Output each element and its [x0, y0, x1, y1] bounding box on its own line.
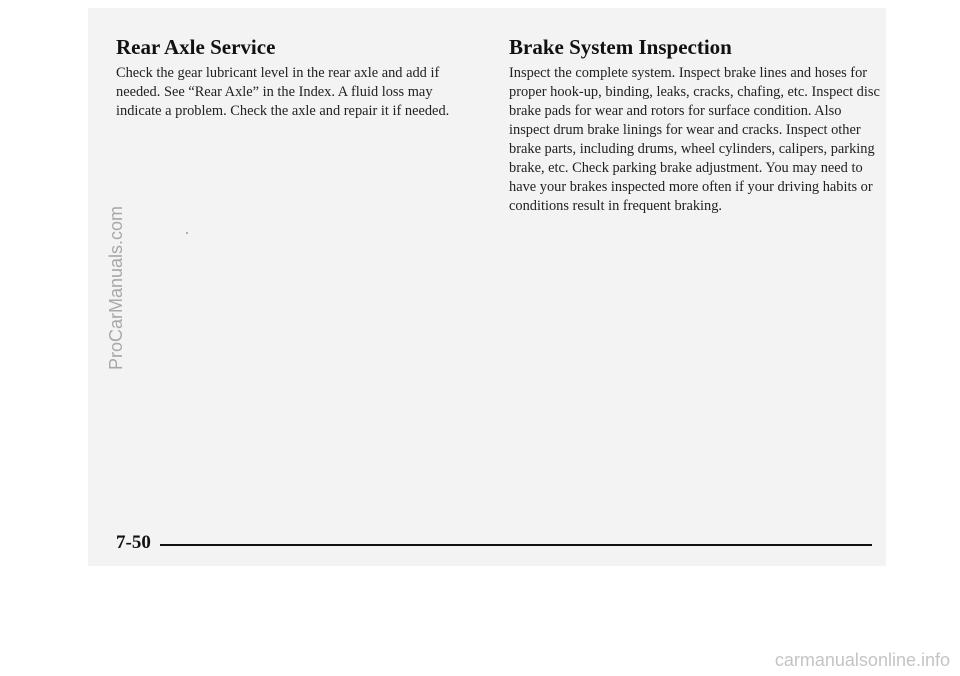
rear-axle-service-heading: Rear Axle Service — [116, 35, 276, 59]
footer-rule — [160, 544, 872, 546]
side-watermark: ProCarManuals.com — [106, 205, 126, 370]
rear-axle-service-text: Check the gear lubricant level in the rear axle and add if needed. See “Rear Axle” in the Index. A fluid loss may indicate a problem. Check the axle and repair it if needed. — [116, 65, 450, 119]
page-number: 7-50 — [116, 532, 151, 553]
footer-watermark: carmanualsonline.info — [774, 650, 950, 670]
brake-system-inspection-text: Inspect the complete system. Inspect brake lines and hoses for proper hook-up, binding, leaks, cracks, chafing, etc. Inspect disc brake pads for wear and rotors for surface condition. Also inspect drum brake linings for wear and cracks. Inspect other brake parts, including drums, wheel cylinders, calipers, parking brake, etc. Check parking brake adjustment. You may need to have your brakes inspected more often if your driving habits or conditions result in frequent braking. — [509, 65, 880, 214]
scan-speck — [186, 232, 188, 234]
brake-system-inspection-heading: Brake System Inspection — [509, 35, 732, 59]
